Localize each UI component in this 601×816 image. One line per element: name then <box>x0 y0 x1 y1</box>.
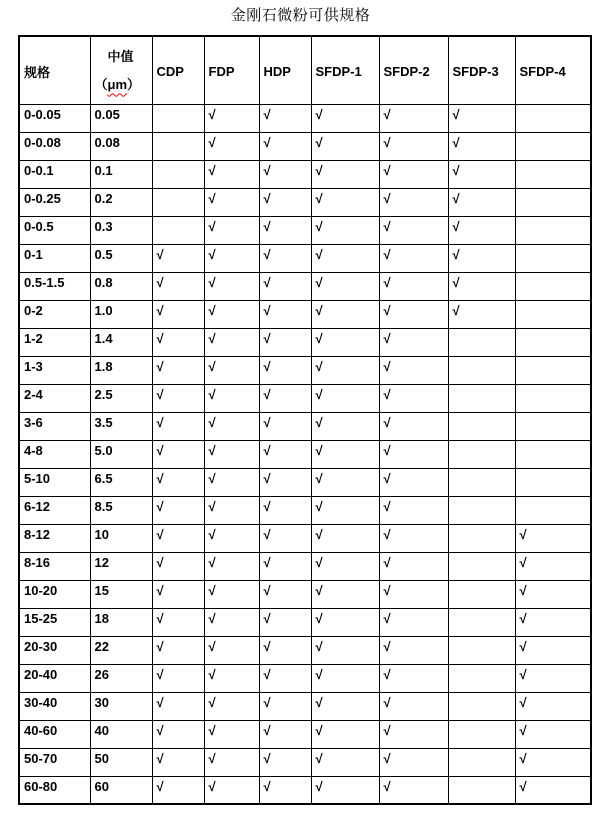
table-row <box>19 132 591 160</box>
median-cell: 60 <box>90 776 152 804</box>
check-cell-cdp: √ <box>152 356 204 384</box>
check-cell-sfdp-2: √ <box>379 608 448 636</box>
check-cell-sfdp-2: √ <box>379 692 448 720</box>
median-cell: 1.8 <box>90 356 152 384</box>
check-cell-cdp: √ <box>152 440 204 468</box>
check-cell-sfdp-1: √ <box>311 244 379 272</box>
check-cell-hdp: √ <box>259 636 311 664</box>
check-cell-cdp: √ <box>152 244 204 272</box>
check-cell-hdp: √ <box>259 524 311 552</box>
spec-cell: 0-0.08 <box>19 132 90 160</box>
check-cell-sfdp-3 <box>448 664 515 692</box>
median-cell: 26 <box>90 664 152 692</box>
paren-close: ） <box>127 77 141 93</box>
check-cell-hdp: √ <box>259 104 311 132</box>
check-cell-sfdp-4 <box>515 160 591 188</box>
check-cell-fdp: √ <box>204 216 259 244</box>
check-cell-sfdp-4 <box>515 132 591 160</box>
check-cell-sfdp-1: √ <box>311 328 379 356</box>
check-cell-sfdp-1: √ <box>311 664 379 692</box>
median-label: 中值 <box>107 49 134 65</box>
check-cell-sfdp-4: √ <box>515 776 591 804</box>
table-row <box>19 720 591 748</box>
median-cell: 8.5 <box>90 496 152 524</box>
check-cell-sfdp-3 <box>448 496 515 524</box>
check-cell-sfdp-3 <box>448 440 515 468</box>
spec-cell: 0-0.5 <box>19 216 90 244</box>
table-row <box>19 104 591 132</box>
check-cell-sfdp-3 <box>448 468 515 496</box>
table-row <box>19 216 591 244</box>
spec-cell: 0.5-1.5 <box>19 272 90 300</box>
check-cell-cdp: √ <box>152 468 204 496</box>
check-cell-cdp <box>152 188 204 216</box>
median-cell: 30 <box>90 692 152 720</box>
table-row <box>19 188 591 216</box>
check-cell-cdp: √ <box>152 776 204 804</box>
check-cell-sfdp-2: √ <box>379 328 448 356</box>
check-cell-fdp: √ <box>204 608 259 636</box>
check-cell-sfdp-3: √ <box>448 160 515 188</box>
check-cell-sfdp-4 <box>515 188 591 216</box>
table-body <box>19 104 591 804</box>
check-cell-cdp: √ <box>152 300 204 328</box>
check-cell-sfdp-2: √ <box>379 216 448 244</box>
median-cell: 1.0 <box>90 300 152 328</box>
check-cell-fdp: √ <box>204 720 259 748</box>
spec-cell: 50-70 <box>19 748 90 776</box>
table-row <box>19 552 591 580</box>
spec-cell: 8-16 <box>19 552 90 580</box>
median-cell: 0.2 <box>90 188 152 216</box>
check-cell-cdp <box>152 132 204 160</box>
check-cell-cdp <box>152 104 204 132</box>
check-cell-cdp <box>152 160 204 188</box>
check-cell-sfdp-4 <box>515 300 591 328</box>
check-cell-sfdp-2: √ <box>379 552 448 580</box>
check-cell-sfdp-2: √ <box>379 104 448 132</box>
check-cell-sfdp-2: √ <box>379 244 448 272</box>
median-cell: 0.1 <box>90 160 152 188</box>
check-cell-hdp: √ <box>259 776 311 804</box>
check-cell-fdp: √ <box>204 580 259 608</box>
check-cell-sfdp-3 <box>448 384 515 412</box>
spec-cell: 0-0.05 <box>19 104 90 132</box>
check-cell-cdp: √ <box>152 580 204 608</box>
table-row <box>19 664 591 692</box>
check-cell-sfdp-1: √ <box>311 412 379 440</box>
check-cell-hdp: √ <box>259 720 311 748</box>
check-cell-hdp: √ <box>259 748 311 776</box>
check-cell-fdp: √ <box>204 776 259 804</box>
spec-cell: 8-12 <box>19 524 90 552</box>
median-cell: 0.08 <box>90 132 152 160</box>
check-cell-sfdp-3 <box>448 524 515 552</box>
check-cell-fdp: √ <box>204 384 259 412</box>
check-cell-sfdp-2: √ <box>379 272 448 300</box>
check-cell-sfdp-1: √ <box>311 300 379 328</box>
check-cell-fdp: √ <box>204 664 259 692</box>
check-cell-cdp: √ <box>152 748 204 776</box>
check-cell-sfdp-1: √ <box>311 188 379 216</box>
check-cell-sfdp-2: √ <box>379 132 448 160</box>
check-cell-sfdp-3 <box>448 748 515 776</box>
check-cell-sfdp-1: √ <box>311 272 379 300</box>
check-cell-sfdp-3 <box>448 356 515 384</box>
median-cell: 10 <box>90 524 152 552</box>
col-header-median <box>90 36 152 104</box>
check-cell-sfdp-4 <box>515 412 591 440</box>
check-cell-sfdp-4: √ <box>515 748 591 776</box>
check-cell-sfdp-2: √ <box>379 748 448 776</box>
check-cell-sfdp-3 <box>448 608 515 636</box>
check-cell-sfdp-2: √ <box>379 580 448 608</box>
check-cell-sfdp-4 <box>515 468 591 496</box>
median-cell: 22 <box>90 636 152 664</box>
col-header-sfdp-1: SFDP-1 <box>311 36 379 104</box>
spec-cell: 10-20 <box>19 580 90 608</box>
spec-table <box>18 35 592 805</box>
page-title: 金刚石微粉可供规格 <box>230 7 371 24</box>
check-cell-hdp: √ <box>259 692 311 720</box>
median-cell: 1.4 <box>90 328 152 356</box>
check-cell-cdp: √ <box>152 328 204 356</box>
check-cell-sfdp-1: √ <box>311 132 379 160</box>
spec-cell: 3-6 <box>19 412 90 440</box>
spec-cell: 20-40 <box>19 664 90 692</box>
check-cell-hdp: √ <box>259 384 311 412</box>
table-row <box>19 636 591 664</box>
check-cell-hdp: √ <box>259 412 311 440</box>
table-row <box>19 300 591 328</box>
check-cell-sfdp-1: √ <box>311 636 379 664</box>
spec-cell: 0-0.25 <box>19 188 90 216</box>
check-cell-cdp: √ <box>152 552 204 580</box>
paren-open: （ <box>94 77 108 93</box>
check-cell-sfdp-3 <box>448 692 515 720</box>
check-cell-sfdp-1: √ <box>311 748 379 776</box>
check-cell-hdp: √ <box>259 580 311 608</box>
check-cell-fdp: √ <box>204 188 259 216</box>
check-cell-sfdp-1: √ <box>311 552 379 580</box>
check-cell-cdp: √ <box>152 608 204 636</box>
check-cell-sfdp-3 <box>448 720 515 748</box>
check-cell-hdp: √ <box>259 664 311 692</box>
check-cell-sfdp-1: √ <box>311 524 379 552</box>
spec-cell: 1-2 <box>19 328 90 356</box>
check-cell-sfdp-4 <box>515 328 591 356</box>
median-cell: 0.8 <box>90 272 152 300</box>
check-cell-sfdp-2: √ <box>379 720 448 748</box>
check-cell-sfdp-2: √ <box>379 412 448 440</box>
table-row <box>19 412 591 440</box>
check-cell-sfdp-3: √ <box>448 132 515 160</box>
check-cell-cdp: √ <box>152 636 204 664</box>
check-cell-sfdp-2: √ <box>379 160 448 188</box>
micron-unit: μm <box>107 77 128 93</box>
check-cell-fdp: √ <box>204 132 259 160</box>
median-cell: 3.5 <box>90 412 152 440</box>
check-cell-sfdp-1: √ <box>311 720 379 748</box>
check-cell-fdp: √ <box>204 524 259 552</box>
check-cell-sfdp-4 <box>515 356 591 384</box>
check-cell-sfdp-1: √ <box>311 692 379 720</box>
check-cell-hdp: √ <box>259 496 311 524</box>
median-cell: 40 <box>90 720 152 748</box>
spec-cell: 60-80 <box>19 776 90 804</box>
check-cell-sfdp-2: √ <box>379 188 448 216</box>
check-cell-cdp: √ <box>152 524 204 552</box>
spec-cell: 5-10 <box>19 468 90 496</box>
check-cell-fdp: √ <box>204 692 259 720</box>
check-cell-sfdp-2: √ <box>379 384 448 412</box>
check-cell-cdp: √ <box>152 384 204 412</box>
median-cell: 0.05 <box>90 104 152 132</box>
check-cell-sfdp-2: √ <box>379 496 448 524</box>
check-cell-sfdp-2: √ <box>379 356 448 384</box>
check-cell-cdp: √ <box>152 664 204 692</box>
spec-cell: 15-25 <box>19 608 90 636</box>
check-cell-fdp: √ <box>204 468 259 496</box>
median-cell: 6.5 <box>90 468 152 496</box>
check-cell-fdp: √ <box>204 552 259 580</box>
check-cell-sfdp-4: √ <box>515 664 591 692</box>
check-cell-sfdp-4 <box>515 440 591 468</box>
check-cell-sfdp-1: √ <box>311 580 379 608</box>
spec-cell: 0-1 <box>19 244 90 272</box>
check-cell-sfdp-1: √ <box>311 216 379 244</box>
check-cell-sfdp-4 <box>515 216 591 244</box>
check-cell-cdp: √ <box>152 412 204 440</box>
spec-cell: 1-3 <box>19 356 90 384</box>
check-cell-sfdp-1: √ <box>311 104 379 132</box>
table-row <box>19 524 591 552</box>
check-cell-fdp: √ <box>204 328 259 356</box>
check-cell-sfdp-2: √ <box>379 524 448 552</box>
check-cell-sfdp-3 <box>448 552 515 580</box>
check-cell-sfdp-2: √ <box>379 776 448 804</box>
median-cell: 15 <box>90 580 152 608</box>
check-cell-hdp: √ <box>259 552 311 580</box>
check-cell-hdp: √ <box>259 188 311 216</box>
median-cell: 18 <box>90 608 152 636</box>
check-cell-sfdp-2: √ <box>379 468 448 496</box>
check-cell-sfdp-4 <box>515 244 591 272</box>
table-row <box>19 692 591 720</box>
check-cell-sfdp-4: √ <box>515 608 591 636</box>
check-cell-sfdp-4 <box>515 384 591 412</box>
check-cell-fdp: √ <box>204 440 259 468</box>
check-cell-sfdp-4: √ <box>515 720 591 748</box>
col-header-sfdp-3: SFDP-3 <box>448 36 515 104</box>
check-cell-hdp: √ <box>259 272 311 300</box>
table-row <box>19 580 591 608</box>
check-cell-sfdp-4: √ <box>515 552 591 580</box>
check-cell-sfdp-1: √ <box>311 384 379 412</box>
table-row <box>19 748 591 776</box>
table-row <box>19 272 591 300</box>
table-row <box>19 160 591 188</box>
median-cell: 12 <box>90 552 152 580</box>
table-row <box>19 468 591 496</box>
check-cell-hdp: √ <box>259 468 311 496</box>
check-cell-sfdp-2: √ <box>379 300 448 328</box>
check-cell-sfdp-3 <box>448 776 515 804</box>
check-cell-sfdp-2: √ <box>379 636 448 664</box>
check-cell-sfdp-1: √ <box>311 496 379 524</box>
check-cell-sfdp-3 <box>448 328 515 356</box>
check-cell-hdp: √ <box>259 328 311 356</box>
check-cell-hdp: √ <box>259 608 311 636</box>
median-unit <box>95 76 150 94</box>
spec-cell: 6-12 <box>19 496 90 524</box>
check-cell-cdp <box>152 216 204 244</box>
check-cell-fdp: √ <box>204 356 259 384</box>
check-cell-fdp: √ <box>204 272 259 300</box>
check-cell-fdp: √ <box>204 160 259 188</box>
median-cell: 50 <box>90 748 152 776</box>
check-cell-sfdp-3: √ <box>448 188 515 216</box>
spec-cell: 4-8 <box>19 440 90 468</box>
check-cell-fdp: √ <box>204 636 259 664</box>
check-cell-sfdp-3 <box>448 412 515 440</box>
check-cell-fdp: √ <box>204 412 259 440</box>
table-row <box>19 776 591 804</box>
check-cell-cdp: √ <box>152 496 204 524</box>
check-cell-sfdp-3: √ <box>448 216 515 244</box>
check-cell-hdp: √ <box>259 300 311 328</box>
check-cell-sfdp-3: √ <box>448 244 515 272</box>
check-cell-fdp: √ <box>204 300 259 328</box>
check-cell-sfdp-4: √ <box>515 692 591 720</box>
table-row <box>19 244 591 272</box>
spec-cell: 2-4 <box>19 384 90 412</box>
table-row <box>19 440 591 468</box>
median-cell: 0.3 <box>90 216 152 244</box>
check-cell-fdp: √ <box>204 244 259 272</box>
check-cell-sfdp-1: √ <box>311 440 379 468</box>
check-cell-hdp: √ <box>259 440 311 468</box>
check-cell-sfdp-1: √ <box>311 608 379 636</box>
check-cell-fdp: √ <box>204 104 259 132</box>
col-header-cdp: CDP <box>152 36 204 104</box>
check-cell-sfdp-1: √ <box>311 356 379 384</box>
spec-cell: 20-30 <box>19 636 90 664</box>
check-cell-sfdp-4 <box>515 496 591 524</box>
check-cell-hdp: √ <box>259 160 311 188</box>
check-cell-cdp: √ <box>152 272 204 300</box>
table-row <box>19 328 591 356</box>
check-cell-sfdp-4: √ <box>515 580 591 608</box>
check-cell-sfdp-3: √ <box>448 300 515 328</box>
check-cell-hdp: √ <box>259 244 311 272</box>
spec-cell: 0-0.1 <box>19 160 90 188</box>
table-row <box>19 496 591 524</box>
table-row <box>19 608 591 636</box>
check-cell-sfdp-1: √ <box>311 468 379 496</box>
check-cell-sfdp-2: √ <box>379 664 448 692</box>
check-cell-sfdp-4: √ <box>515 524 591 552</box>
check-cell-sfdp-1: √ <box>311 160 379 188</box>
check-cell-sfdp-3 <box>448 580 515 608</box>
check-cell-fdp: √ <box>204 496 259 524</box>
median-cell: 5.0 <box>90 440 152 468</box>
spec-cell: 40-60 <box>19 720 90 748</box>
check-cell-sfdp-1: √ <box>311 776 379 804</box>
spec-cell: 0-2 <box>19 300 90 328</box>
check-cell-sfdp-3: √ <box>448 104 515 132</box>
spec-cell: 30-40 <box>19 692 90 720</box>
check-cell-sfdp-4 <box>515 272 591 300</box>
col-header-sfdp-2: SFDP-2 <box>379 36 448 104</box>
col-header-hdp: HDP <box>259 36 311 104</box>
table-row <box>19 356 591 384</box>
check-cell-sfdp-3: √ <box>448 272 515 300</box>
median-cell: 0.5 <box>90 244 152 272</box>
check-cell-sfdp-4: √ <box>515 636 591 664</box>
check-cell-cdp: √ <box>152 692 204 720</box>
check-cell-sfdp-4 <box>515 104 591 132</box>
col-header-fdp: FDP <box>204 36 259 104</box>
col-header-sfdp-4: SFDP-4 <box>515 36 591 104</box>
check-cell-sfdp-2: √ <box>379 440 448 468</box>
header-row <box>19 36 591 104</box>
check-cell-hdp: √ <box>259 216 311 244</box>
check-cell-hdp: √ <box>259 132 311 160</box>
median-cell: 2.5 <box>90 384 152 412</box>
check-cell-hdp: √ <box>259 356 311 384</box>
table-row <box>19 384 591 412</box>
check-cell-cdp: √ <box>152 720 204 748</box>
check-cell-fdp: √ <box>204 748 259 776</box>
check-cell-sfdp-3 <box>448 636 515 664</box>
col-header-spec: 规格 <box>19 36 90 104</box>
